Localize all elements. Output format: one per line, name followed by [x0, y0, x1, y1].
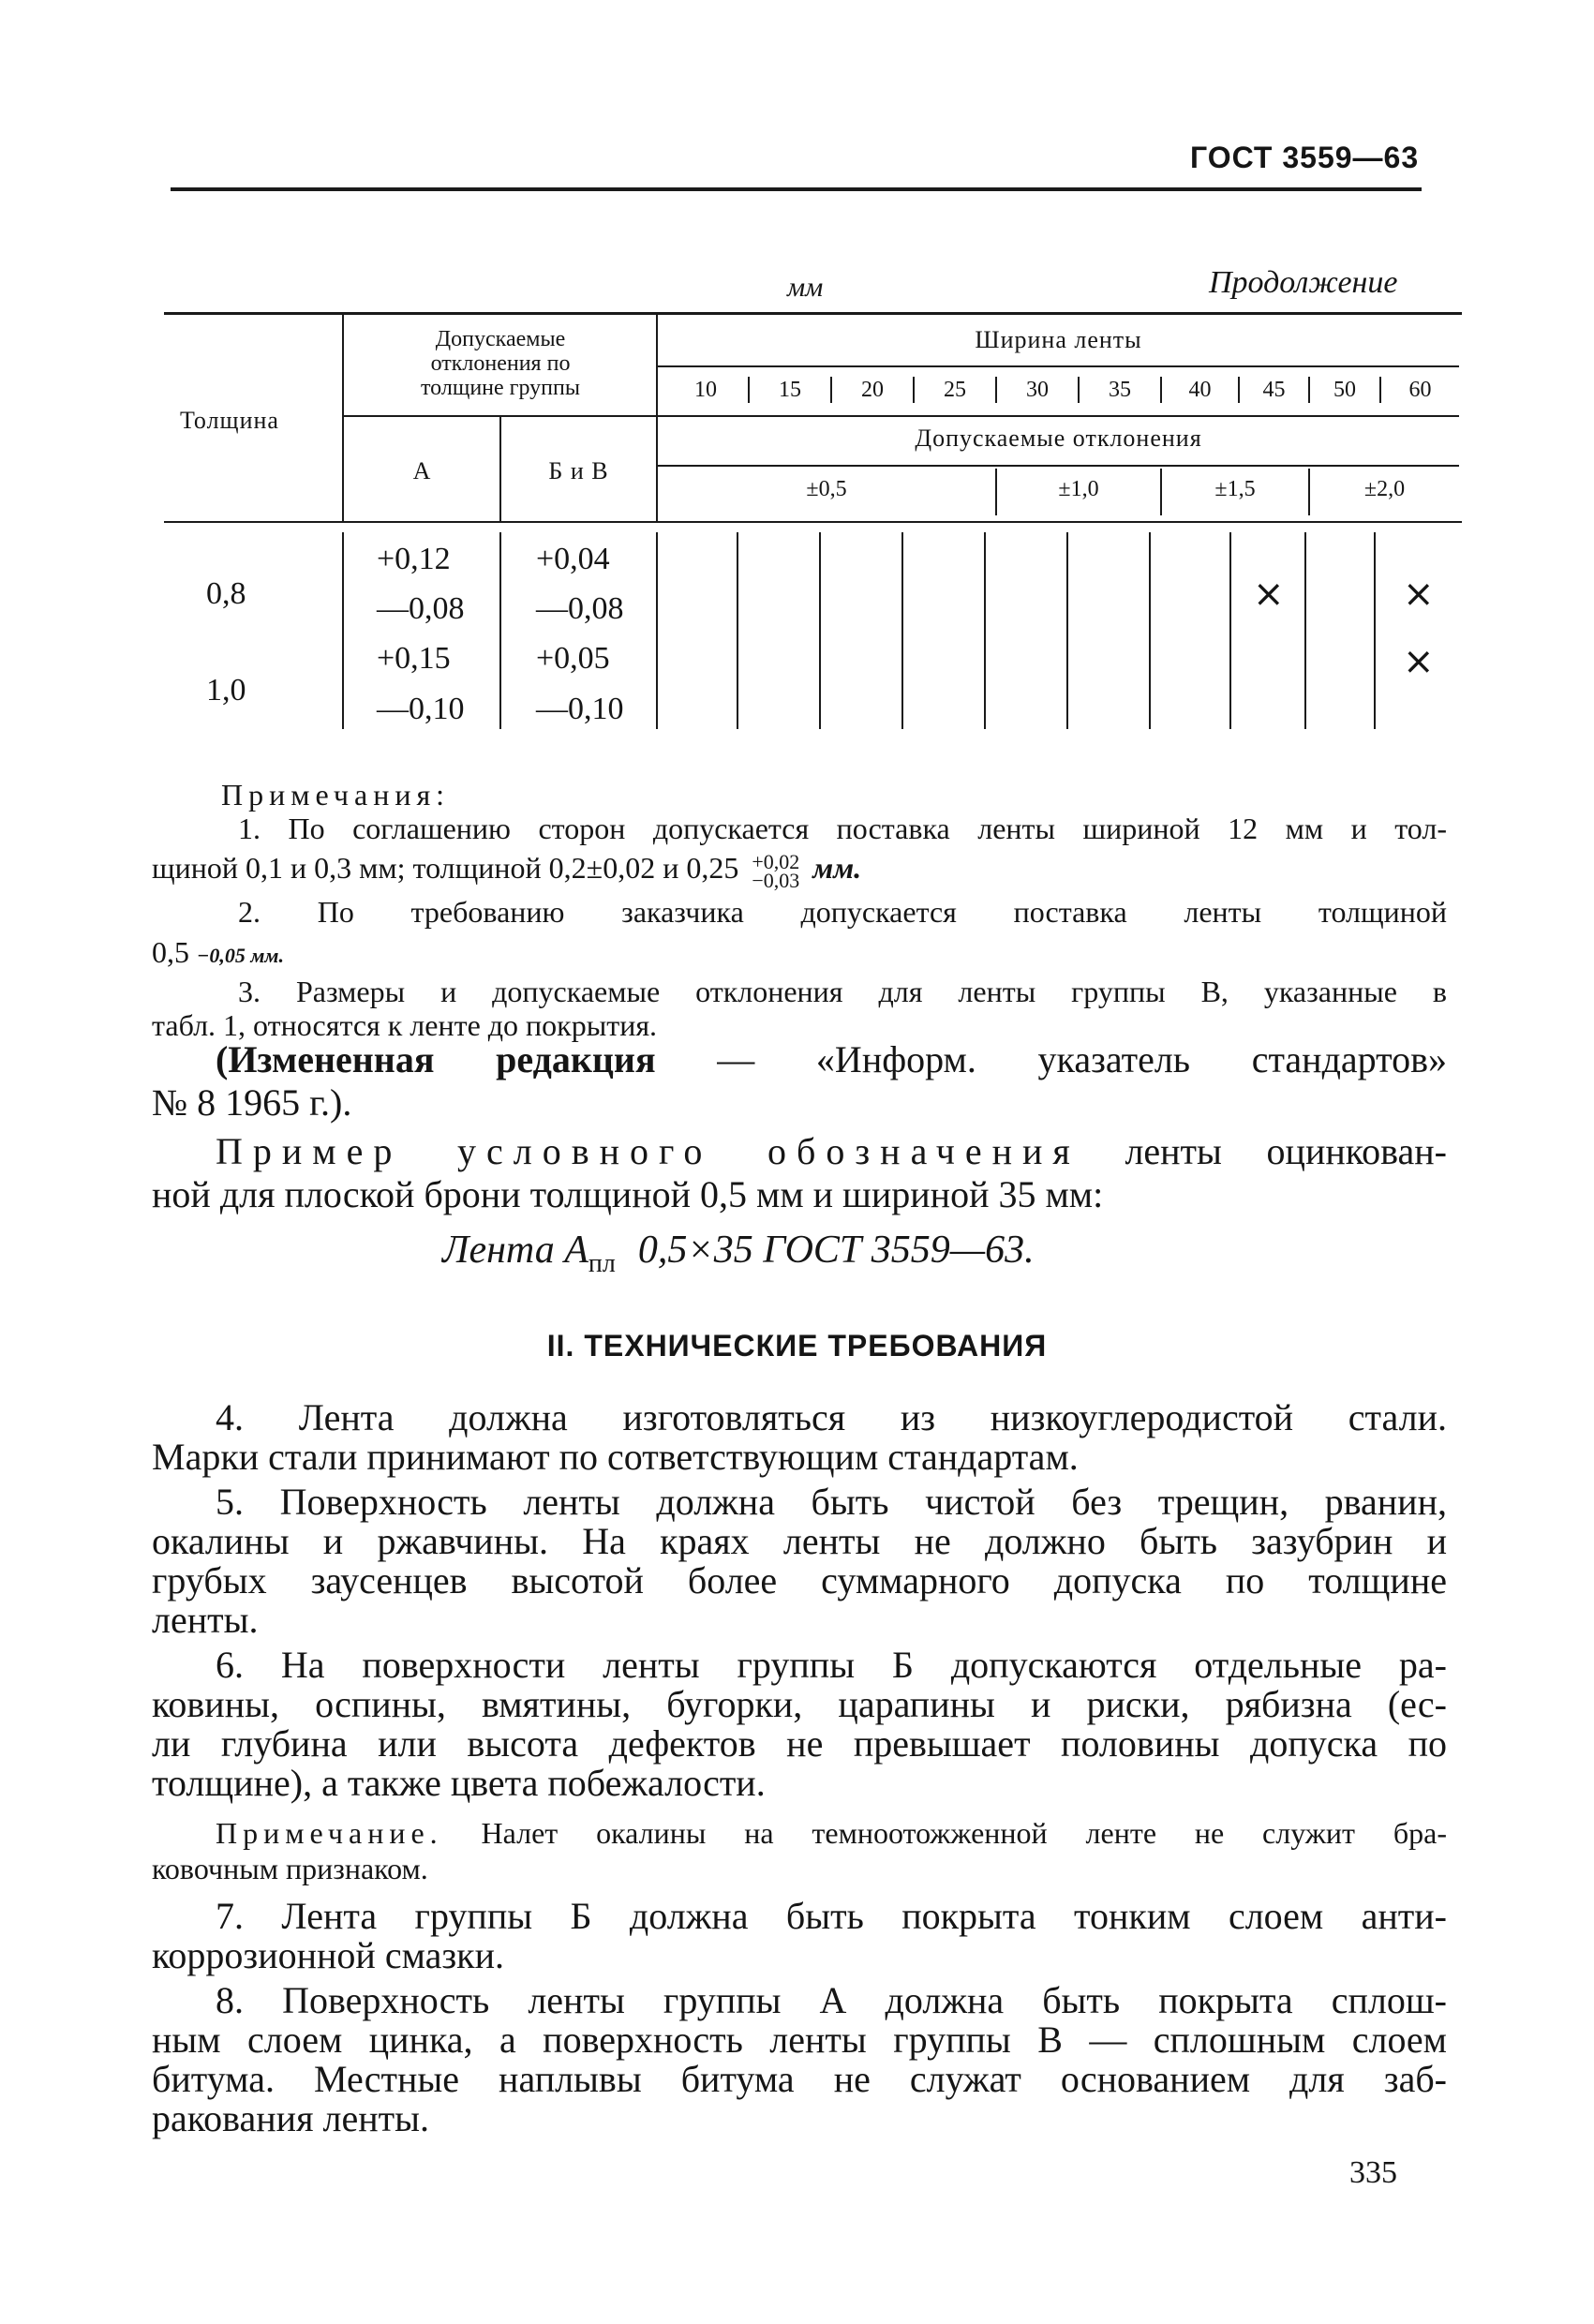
- notes-heading: Примечания:: [221, 778, 451, 812]
- example-text: ленты оцинкован-: [1125, 1130, 1447, 1172]
- note-2-tolerance: −0,05 мм.: [197, 944, 284, 967]
- paragraph-6-line-1: 6. На поверхности ленты группы Б допускаются отдельные ра-: [216, 1644, 1447, 1686]
- example-designation: [442, 1228, 1035, 1279]
- paragraph-4-line-1: 4. Лента должна изготовляться из низкоуглеродистой стали.: [216, 1396, 1447, 1438]
- note-6-text: Налет окалины на темноотожженной ленте не служит бра-: [481, 1816, 1448, 1850]
- row-thickness: 1,0: [206, 673, 246, 708]
- section-title: II. ТЕХНИЧЕСКИЕ ТРЕБОВАНИЯ: [546, 1329, 1048, 1363]
- paragraph-6-line-4: толщине), а также цвета побежалости.: [152, 1762, 766, 1804]
- note-3-line-1: 3. Размеры и допускаемые отклонения для ленты группы В, указанные в: [238, 975, 1447, 1008]
- designation-suffix: 0,5×35 ГОСТ 3559—63.: [637, 1229, 1035, 1272]
- paragraph-5-line-3: грубых заусенцев высотой более суммарного допуска по толщине: [152, 1559, 1447, 1601]
- cross-mark: ×: [1403, 640, 1435, 683]
- example-line-2: ной для плоской брони толщиной 0,5 мм и шириной 35 мм:: [152, 1173, 1104, 1215]
- note-2-value: 0,5: [152, 935, 189, 969]
- amendment-line-1: [216, 1040, 1447, 1080]
- note-1-line-1: 1. По соглашению сторон допускается поставка ленты шириной 12 мм и тол-: [238, 812, 1447, 845]
- paragraph-8-line-4: ракования ленты.: [152, 2097, 429, 2139]
- col-group-bv-header: Б и В: [548, 457, 609, 484]
- row-bv-plus: +0,05: [536, 641, 610, 676]
- cross-mark: ×: [1403, 573, 1435, 616]
- designation-prefix: Лента А: [442, 1229, 588, 1272]
- row-bv-minus: —0,08: [536, 591, 624, 626]
- col-dev-group-line1: Допускаемые: [435, 327, 566, 351]
- col-width-header: Ширина ленты: [975, 326, 1142, 353]
- note-2-line-1: 2. По требованию заказчика допускается поставка ленты толщиной: [238, 895, 1447, 929]
- col-dev-group-line2: отклонения по: [430, 351, 571, 376]
- width-value: 30: [1026, 378, 1049, 402]
- cross-mark: ×: [1253, 573, 1285, 616]
- row-a-plus: +0,15: [377, 641, 451, 676]
- paragraph-8-line-3: битума. Местные наплывы битума не служат основанием для заб-: [152, 2058, 1447, 2100]
- tolerance-fraction: [752, 849, 800, 892]
- width-value: 60: [1408, 378, 1432, 402]
- amendment-label: (Измененная редакция: [216, 1038, 656, 1080]
- row-bv-minus: —0,10: [536, 692, 624, 726]
- dev-value: ±2,0: [1363, 477, 1406, 501]
- width-value: 25: [944, 378, 966, 402]
- example-label: Пример условного обозначения: [216, 1130, 1080, 1172]
- col-dev-group-line3: толщине группы: [421, 376, 580, 400]
- row-a-minus: —0,10: [377, 692, 465, 726]
- width-value: 35: [1109, 378, 1131, 402]
- amendment-source: — «Информ. указатель стандартов»: [717, 1038, 1447, 1080]
- note-3-line-2: табл. 1, относятся к ленте до покрытия.: [152, 1008, 658, 1042]
- table-unit: мм: [787, 272, 824, 303]
- row-a-plus: +0,12: [377, 542, 451, 576]
- col-dev-header: Допускаемые отклонения: [915, 425, 1202, 452]
- dev-value: ±1,5: [1214, 477, 1256, 501]
- col-thickness-header: Толщина: [180, 407, 279, 434]
- note-1-unit: мм.: [812, 851, 862, 885]
- paragraph-5-line-1: 5. Поверхность ленты должна быть чистой без трещин, рванин,: [216, 1481, 1447, 1523]
- note-1-line-2: [152, 849, 861, 890]
- paragraph-7-line-2: коррозионной смазки.: [152, 1934, 505, 1976]
- note-2-line-2: [152, 933, 284, 975]
- paragraph-5-line-4: ленты.: [152, 1599, 259, 1641]
- width-value: 45: [1262, 378, 1286, 402]
- paragraph-4-line-2: Марки стали принимают по сответствующим стандартам.: [152, 1436, 1079, 1478]
- paragraph-7-line-1: 7. Лента группы Б должна быть покрыта тонким слоем анти-: [216, 1895, 1447, 1937]
- paragraph-6-line-3: ли глубина или высота дефектов не превышает половины допуска по: [152, 1722, 1447, 1765]
- tolerance-table: [0, 0, 1594, 750]
- width-value: 50: [1333, 378, 1356, 402]
- note-1-text: щиной 0,1 и 0,3 мм; толщиной 0,2±0,02 и 0,25: [152, 851, 739, 885]
- tolerance-upper: +0,02: [752, 849, 800, 873]
- paragraph-8-line-1: 8. Поверхность ленты группы А должна быть покрыта сплош-: [216, 1979, 1447, 2021]
- document-header-title: ГОСТ 3559—63: [1190, 141, 1420, 174]
- row-thickness: 0,8: [206, 576, 246, 611]
- amendment-line-2: № 8 1965 г.).: [152, 1081, 352, 1124]
- width-value: 20: [861, 378, 884, 402]
- note-6-line-1: [216, 1814, 1447, 1853]
- paragraph-6-line-2: ковины, оспины, вмятины, бугорки, царапины и риски, рябизна (ес-: [152, 1683, 1447, 1725]
- width-value: 40: [1188, 378, 1212, 402]
- width-value: 15: [779, 378, 801, 402]
- page-number: 335: [1349, 2155, 1397, 2190]
- width-value: 10: [694, 378, 717, 402]
- dev-value: ±1,0: [1058, 477, 1099, 501]
- col-group-a-header: А: [412, 457, 432, 484]
- dev-value: ±0,5: [806, 477, 847, 501]
- tolerance-lower: −0,03: [752, 868, 800, 892]
- row-a-minus: —0,08: [377, 591, 465, 626]
- note-6-label: Примечание.: [216, 1816, 443, 1850]
- paragraph-8-line-2: ным слоем цинка, а поверхность ленты группы В — сплошным слоем: [152, 2019, 1447, 2061]
- designation-subscript: пл: [588, 1249, 616, 1278]
- note-6-line-2: ковочным признаком.: [152, 1852, 428, 1885]
- row-bv-plus: +0,04: [536, 542, 610, 576]
- table-continuation: Продолжение: [1209, 265, 1398, 300]
- paragraph-5-line-2: окалины и ржавчины. На краях ленты не должно быть зазубрин и: [152, 1520, 1447, 1562]
- example-line-1: [216, 1132, 1447, 1171]
